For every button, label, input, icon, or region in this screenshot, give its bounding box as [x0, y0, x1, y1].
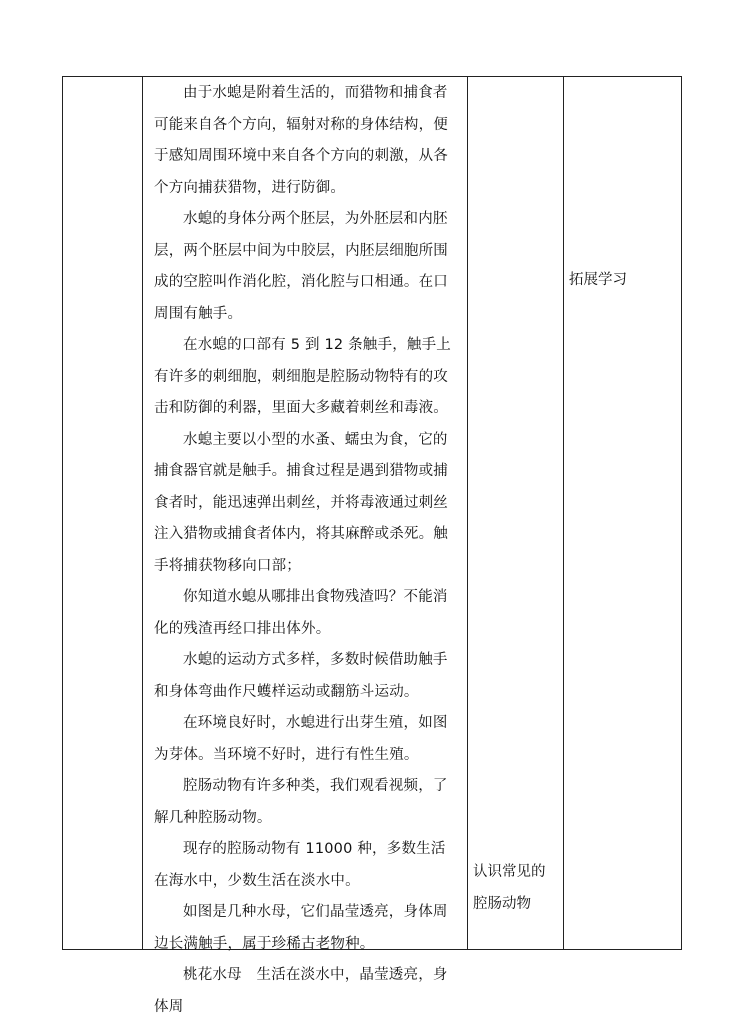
paragraph-video: 腔肠动物有许多种类，我们观看视频，了解几种腔肠动物。 [154, 778, 448, 826]
objective-column [467, 857, 563, 920]
paragraph-radial-symmetry: 由于水螅是附着生活的，而猎物和捕食者可能来自各个方向，辐射对称的身体结构，便于感知周围环境中来自各个方向的刺激，从各个方向捕获猎物，进行防御。 [154, 85, 448, 196]
paragraph-tentacles: 在水螅的口部有 5 到 12 条触手，触手上有许多的刺细胞，刺细胞是腔肠动物特有的攻击和防御的利器，里面大多藏着刺丝和毒液。 [154, 337, 452, 416]
activity-label: 拓展学习 [569, 272, 627, 288]
column-divider [467, 77, 468, 949]
paragraph-feeding: 水螅主要以小型的水蚤、蠕虫为食，它的捕食器官就是触手。捕食过程是遇到猎物或捕食者时，能迅速弹出刺丝，并将毒液通过刺丝注入猎物或捕食者体内，将其麻醉或杀死。触手将捕获物移向口部； [154, 431, 448, 574]
paragraph-germ-layers: 水螅的身体分两个胚层，为外胚层和内胚层，两个胚层中间为中胶层，内胚层细胞所围成的空腔叫作消化腔，消化腔与口相通。在口周围有触手。 [154, 211, 448, 322]
paragraph-waste: 你知道水螅从哪排出食物残渣吗？不能消化的残渣再经口排出体外。 [154, 589, 448, 637]
objective-label: 认识常见的腔肠动物 [473, 864, 546, 912]
paragraph-jellyfish: 如图是几种水母，它们晶莹透亮，身体周边长满触手，属于珍稀古老物种。 [154, 904, 448, 952]
teaching-content-column [142, 77, 467, 1023]
column-divider [563, 77, 564, 949]
paragraph-peach-jellyfish: 桃花水母 生活在淡水中，晶莹透亮，身体周 [154, 967, 448, 1015]
paragraph-movement: 水螅的运动方式多样，多数时候借助触手和身体弯曲作尺蠖样运动或翻筋斗运动。 [154, 652, 448, 700]
paragraph-species-count: 现存的腔肠动物有 11000 种，多数生活在海水中，少数生活在淡水中。 [154, 841, 446, 889]
paragraph-reproduction: 在环境良好时，水螅进行出芽生殖，如图为芽体。当环境不好时，进行有性生殖。 [154, 715, 448, 763]
lesson-table [62, 76, 682, 1015]
activity-column [563, 265, 681, 297]
